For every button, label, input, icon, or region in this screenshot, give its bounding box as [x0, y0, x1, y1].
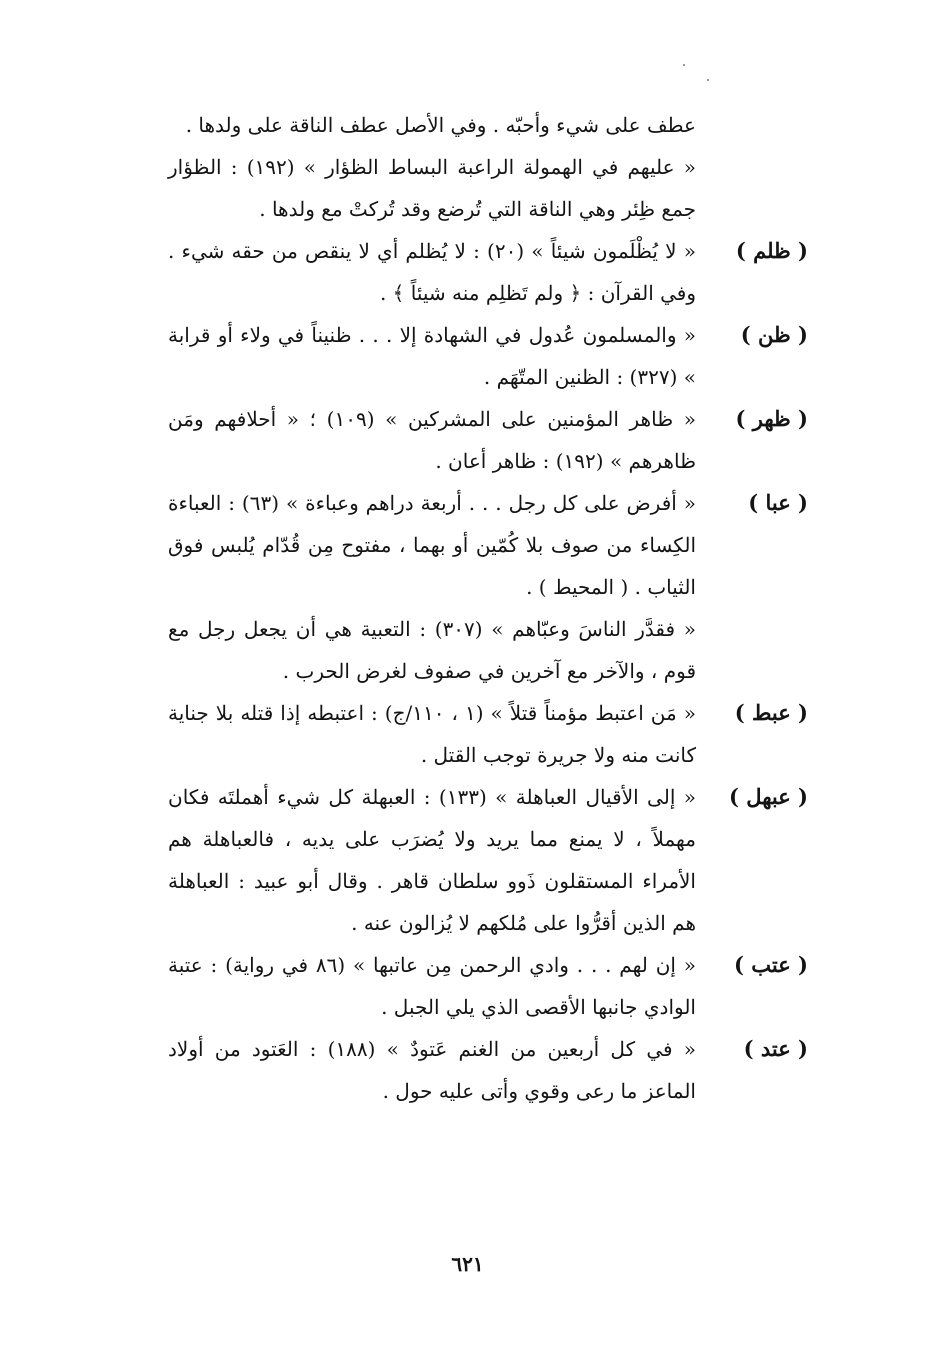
entry-paragraph: « في كل أربعين من الغنم عَتودٌ » (١٨٨) : العَتود من أولاد الماعز ما رعى وقوي وأتى عليه حول .	[168, 1037, 696, 1103]
entry-headword: ( عبط )	[734, 700, 808, 725]
entry-headword: ( ظهر )	[735, 406, 808, 431]
entry-headword: ( ظن )	[740, 322, 808, 347]
entry-headword: ( عبهل )	[729, 784, 808, 809]
entry-abat	[168, 692, 808, 776]
scan-speck	[707, 79, 709, 81]
entry-aba	[168, 482, 808, 692]
scan-speck	[683, 64, 685, 66]
entry-paragraph: « فقدَّر الناسَ وعبّاهم » (٣٠٧) : التعبية هي أن يجعل رجل مع قوم ، والآخر مع آخرين في صفوف لغرض الحرب .	[168, 617, 696, 683]
entry-zann	[168, 314, 808, 398]
entry-paragraph: « والمسلمون عُدول في الشهادة إلا . . . ظنيناً في ولاء أو قرابة » (٣٢٧) : الظنين المتّهَم .	[168, 323, 696, 389]
entry-paragraph: عطف على شيء وأحبّه . وفي الأصل عطف الناقة على ولدها .	[185, 113, 696, 137]
entry-zalam	[168, 230, 808, 314]
entry-continuation	[168, 104, 696, 230]
entry-paragraph: « إن لهم . . . وادي الرحمن مِن عاتبها » (٨٦ في رواية) : عتبة الوادي جانبها الأقصى الذي يلي الجبل .	[168, 953, 697, 1019]
entry-zahar	[168, 398, 808, 482]
entry-paragraph: « أفرض على كل رجل . . . أربعة دراهم وعباءة » (٦٣) : العباءة الكِساء من صوف بلا كُمّين أو بهما ، مفتوح مِن قُدّام يُلبس فوق الثياب . ( المحيط ) .	[168, 491, 696, 599]
text-column	[168, 104, 808, 1112]
entry-paragraph: « لا يُظْلَمون شيئاً » (٢٠) : لا يُظلم أي لا ينقص من حقه شيء . وفي القرآن : ﴿ ولم تَظلِم منه شيئاً ﴾ .	[168, 239, 696, 305]
entry-atab	[168, 944, 808, 1028]
entry-paragraph: « مَن اعتبط مؤمناً قتلاً » (١ ، ١١٠/ج) : اعتبطه إذا قتله بلا جناية كانت منه ولا جريرة توجب القتل .	[168, 701, 697, 767]
entry-headword: ( عتب )	[734, 952, 808, 977]
entry-headword: ( ظلم )	[735, 238, 808, 263]
entry-abhal	[168, 776, 808, 944]
page-number: ٦٢١	[451, 1252, 484, 1276]
entry-paragraph: « عليهم في الهمولة الراعبة البساط الظؤار » (١٩٢) : الظؤار جمع ظِئر وهي الناقة التي تُرضع وقد تُركتْ مع ولدها .	[168, 155, 697, 221]
entry-paragraph: « ظاهر المؤمنين على المشركين » (١٠٩) ؛ « أحلافهم ومَن ظاهرهم » (١٩٢) : ظاهر أعان .	[168, 407, 696, 473]
entry-paragraph: « إلى الأقيال العباهلة » (١٣٣) : العبهلة كل شيء أهملتَه فكان مهملاً ، لا يمنع مما يريد ولا يُضرَب على يديه ، فالعباهلة هم الأمراء المستقلون ذَوو سلطان قاهر . وقال أبو عبيد : العباهلة هم الذين أقرُّوا على مُلكهم لا يُزالون عنه .	[168, 785, 697, 935]
entry-headword: ( عتد )	[743, 1036, 808, 1061]
entry-headword: ( عبا )	[748, 490, 808, 515]
entry-atad	[168, 1028, 808, 1112]
